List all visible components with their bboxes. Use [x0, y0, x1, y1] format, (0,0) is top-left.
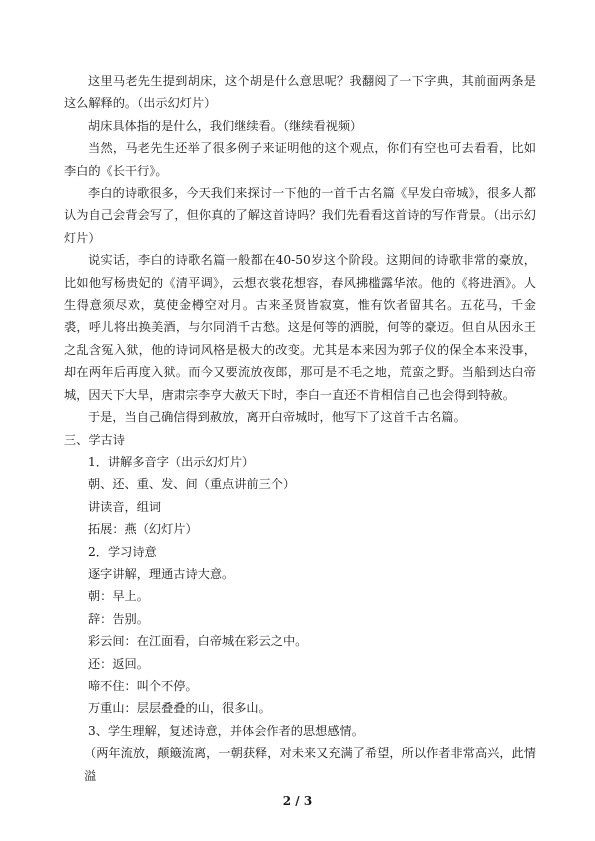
paragraph-background: 说实话，李白的诗歌名篇一般都在40-50岁这个阶段。这期间的诗歌非常的豪放，比如他写杨贵妃的《清平调》，云想衣裳花想容，春风拂槛露华浓。他的《将进酒》。人生得意须尽欢，莫使金樽空对月。古来圣贤皆寂寞，惟有饮者留其名。五花马，千金裘，呼儿将出换美酒，与尔同消千古愁。这是何等的洒脱，何等的豪迈。但自从因永王之乱含冤入狱，他的诗词风格是极大的改变。尤其是本来因为郭子仪的保全本来没事，却在两年后再度入狱。而今又要流放夜郎，那可是不毛之地，荒蛮之野。当船到达白帝城，因天下大旱，唐肃宗李亨大赦天下时，李白一直还不肯相信自己也会得到特赦。: [64, 253, 536, 402]
gloss-huan: 还：返回。: [88, 656, 149, 671]
page-number: 2 / 3: [282, 794, 313, 808]
paragraph-examples: 当然，马老先生还举了很多例子来证明他的这个观点，你们有空也可去看看，比如李白的《长干行》。: [64, 141, 536, 178]
paragraph-emotion-partial: （两年流放，颠簸流离，一朝获释，对未来又充满了希望，所以作者非常高兴，此情溢: [84, 746, 536, 783]
paragraph-composition: 于是，当自己确信得到赦放，离开白帝城时，他写下了这首千古名篇。: [88, 410, 466, 425]
list-item-student-understanding: 3、学生理解，复述诗意，并体会作者的思想感情。: [88, 723, 364, 738]
list-item-explain: 逐字讲解，理通古诗大意。: [88, 566, 235, 581]
gloss-zhao: 朝：早上。: [88, 589, 149, 604]
document-body: [64, 70, 536, 787]
list-item-characters: 朝、还、重、发、间（重点讲前三个）: [88, 477, 296, 492]
gloss-caiyunjian: 彩云间：在江面看，白帝城在彩云之中。: [88, 634, 308, 649]
section-heading: 三、学古诗: [64, 432, 125, 447]
list-item-polyphone: 1．讲解多音字（出示幻灯片）: [88, 454, 255, 469]
gloss-ci: 辞：告别。: [88, 611, 149, 626]
list-item-extension: 拓展：燕（幻灯片）: [88, 522, 198, 537]
gloss-wanchongshan: 万重山：层层叠叠的山，很多山。: [88, 701, 271, 716]
list-item-reading: 讲读音，组词: [88, 499, 162, 514]
paragraph-hu-chuang-meaning: 这里马老先生提到胡床，这个胡是什么意思呢？我翻阅了一下字典，其前面两条是这么解释的。（出示幻灯片）: [64, 74, 536, 111]
gloss-tibuzhu: 啼不住：叫个不停。: [88, 678, 198, 693]
paragraph-poem-intro: 李白的诗歌很多，今天我们来探讨一下他的一首千古名篇《早发白帝城》，很多人都认为自己会背会写了，但你真的了解这首诗吗？我们先看看这首诗的写作背景。（出示幻灯片）: [64, 186, 536, 245]
paragraph-hu-chuang-video: 胡床具体指的是什么，我们继续看。（继续看视频）: [88, 118, 363, 133]
list-item-meaning-heading: 2．学习诗意: [88, 544, 157, 559]
